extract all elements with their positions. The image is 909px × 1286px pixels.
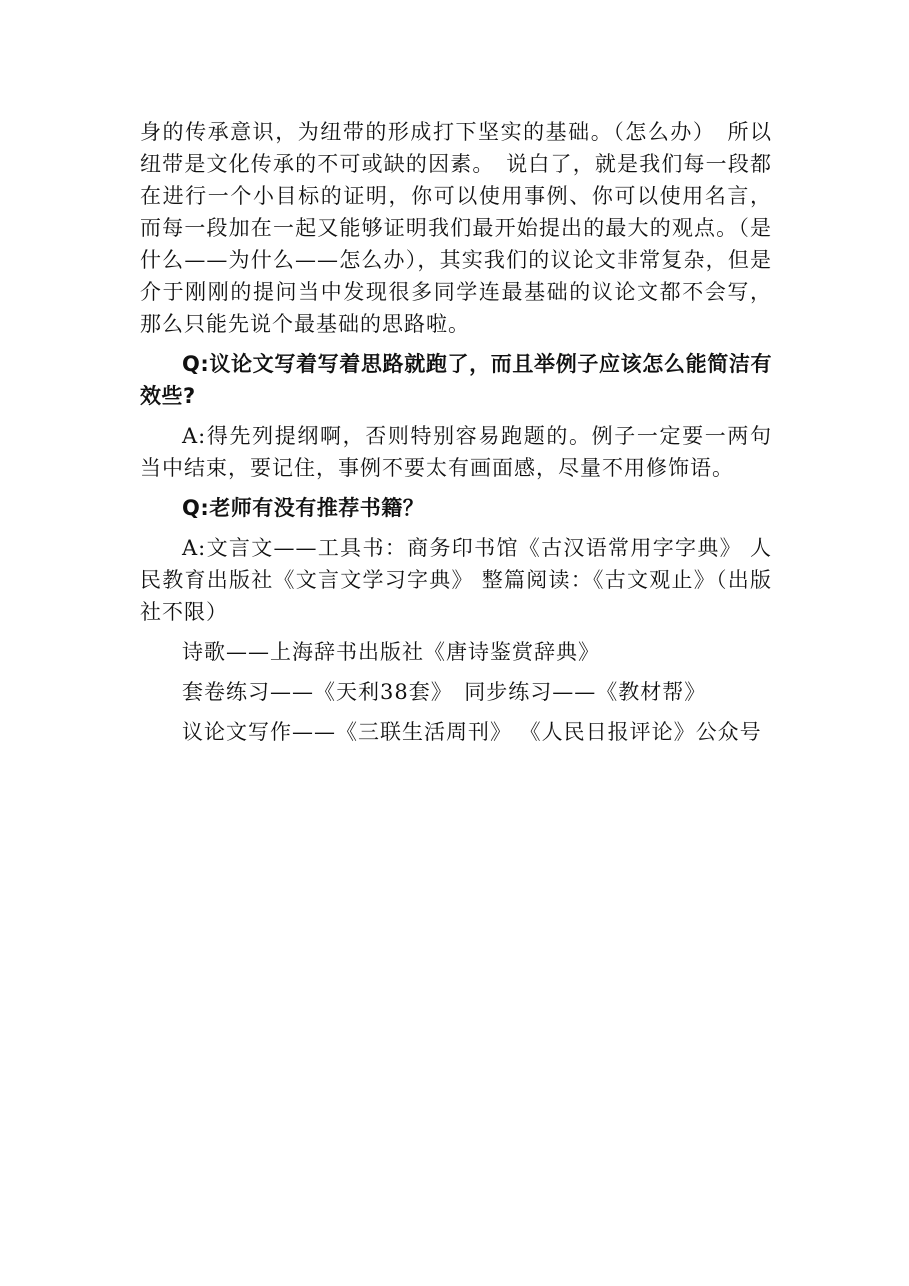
answer-poetry: 诗歌——上海辞书出版社《唐诗鉴赏辞典》 xyxy=(182,640,600,664)
answer-essay-writing: 议论文写作——《三联生活周刊》 《人民日报评论》公众号 xyxy=(182,720,762,744)
question-outline: Q:议论文写着写着思路就跑了，而且举例子应该怎么能简洁有效些? xyxy=(140,352,772,408)
answer-classical-chinese: A:文言文——工具书：商务印书馆《古汉语常用字字典》 人民教育出版社《文言文学习字典》 整篇阅读：《古文观止》（出版社不限） xyxy=(140,536,772,624)
question-books: Q:老师有没有推荐书籍？ xyxy=(182,496,425,520)
document-page xyxy=(140,116,772,756)
answer-practice: 套卷练习——《天利38套》 同步练习——《教材帮》 xyxy=(182,680,707,704)
answer-outline: A:得先列提纲啊，否则特别容易跑题的。例子一定要一两句当中结束，要记住，事例不要太有画面感，尽量不用修饰语。 xyxy=(140,424,772,480)
continuation-paragraph: 身的传承意识，为纽带的形成打下坚实的基础。（怎么办） 所以纽带是文化传承的不可或缺的因素。 说白了，就是我们每一段都在进行一个小目标的证明，你可以使用事例、你可以使用名言，而每一段加在一起又能够证明我们最开始提出的最大的观点。（是什么——为什么——怎么办），其实我们的议论文非常复杂，但是介于刚刚的提问当中发现很多同学连最基础的议论文都不会写，那么只能先说个最基础的思路啦。 xyxy=(140,120,772,336)
